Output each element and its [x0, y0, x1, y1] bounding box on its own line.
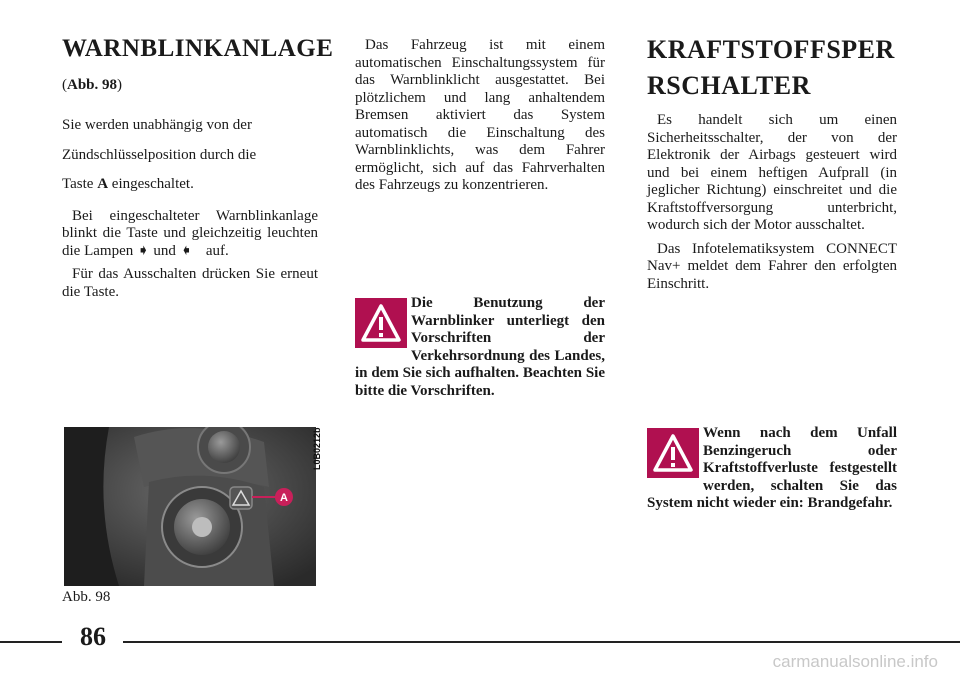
right-column [647, 30, 897, 293]
middle-column [355, 37, 605, 195]
page-number: 86 [80, 622, 106, 651]
arrow-left-icon: ➧ [179, 242, 193, 259]
figure-hazard-switch [64, 427, 316, 586]
paragraph-lamps: Bei eingeschalteter Warnblinkanlage blinkt die Taste und gleichzeitig leuchten die Lampen ➧ und ➧ auf. [62, 207, 318, 259]
left-column [62, 30, 334, 301]
figure-reference: (Abb. 98) [62, 77, 123, 93]
paragraph-connect-nav: Das Infotelematiksystem CONNECT Nav+ meldet dem Fahrer den erfolgten Einschritt. [647, 240, 897, 292]
arrow-right-icon: ➧ [136, 242, 150, 259]
intro-line-1: Sie werden unabhängig von der [62, 117, 252, 133]
key-a-label: A [97, 176, 109, 192]
footer-rule-left [0, 641, 62, 643]
intro-line-3: Taste A eingeschaltet. [62, 176, 194, 192]
section-title-kraftstoffsperrschalter: KRAFTSTOFFSPER RSCHALTER [647, 35, 895, 100]
paragraph-switch-off: Für das Ausschalten drücken Sie erneut die Taste. [62, 266, 318, 300]
warning-icon [647, 428, 699, 478]
warning-box-traffic-rules: Die Benutzung der Warnblinker unterliegt den Vorschriften der Verkehrsordnung des Landes, in dem Sie sich aufhalten. Beachten Sie bitte die Vorschriften. [355, 295, 605, 399]
section-title-warnblinkanlage: WARNBLINKANLAGE [62, 35, 334, 62]
figure-code: L0B0212b [312, 427, 322, 470]
warning-box-fire-hazard: Wenn nach dem Unfall Benzingeruch oder Kraftstoffverluste festgestellt werden, schalten Sie das System nicht wieder ein: Brandgefahr. [647, 425, 897, 511]
warning-icon [355, 298, 407, 348]
intro-line-2: Zündschlüsselposition durch die [62, 146, 257, 163]
figure-marker-a: A [280, 492, 288, 504]
paragraph-auto-system: Das Fahrzeug ist mit einem automatischen Einschaltungssystem für das Warnblinklicht ausgestattet. Bei plötzlichem und lang anhaltendem Bremsen aktiviert das System automatisch die Einschaltung des Warnblinklichts, was dem Fahrer ermöglicht, sich auf das Fahrverhalten des Fahrzeugs zu konzentrieren. [355, 37, 605, 193]
figure-caption: Abb. 98 [62, 589, 111, 605]
watermark: carmanualsonline.info [772, 652, 938, 671]
dashboard-photo [64, 427, 316, 586]
paragraph-safety-switch: Es handelt sich um einen Sicherheitsschalter, der von der Elektronik der Airbags gesteuert wird und bei einem heftigen Aufprall (in jeglicher Richtung) einschreitet und die Kraftstoffversorgung unterbricht, wodurch sich der Motor ausschaltet. [647, 112, 897, 233]
footer-rule-right [123, 641, 960, 643]
